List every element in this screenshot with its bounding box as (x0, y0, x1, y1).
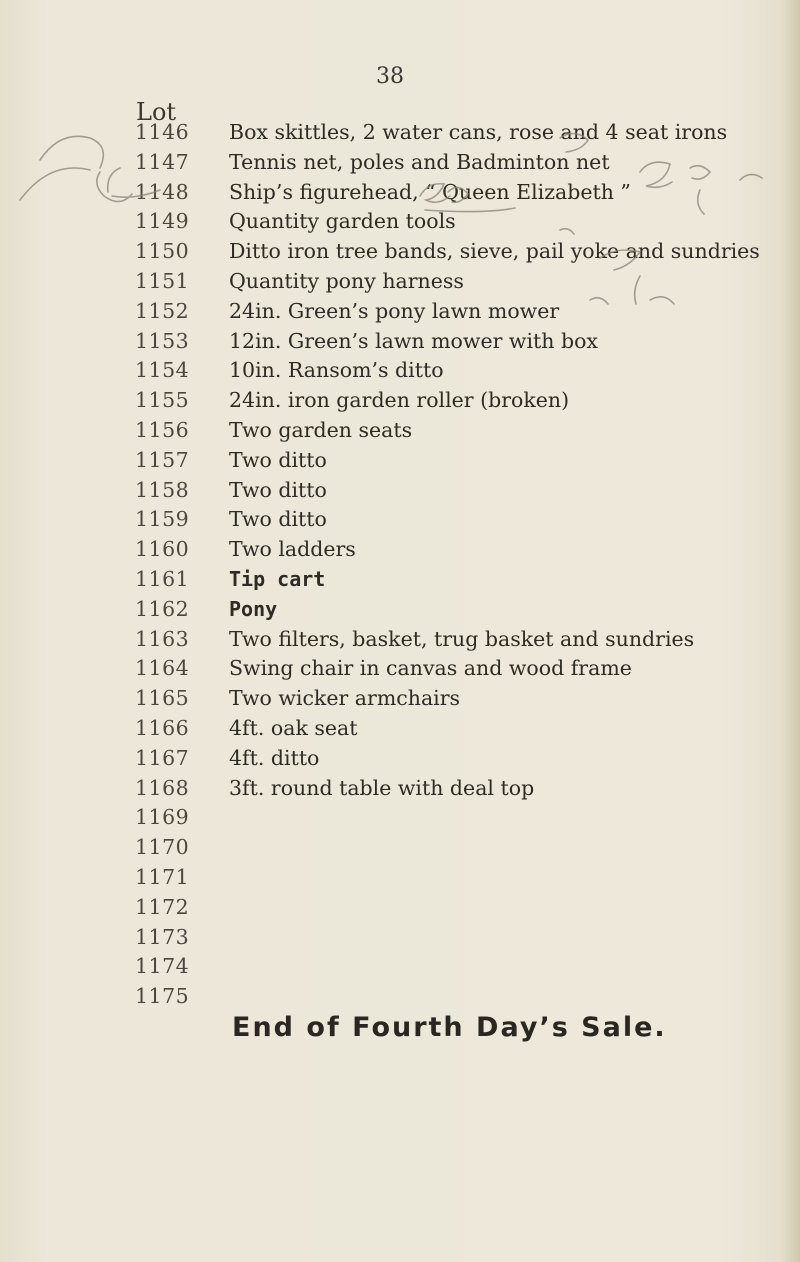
lot-number: 1155 (135, 388, 190, 413)
lot-number: 1146 (135, 120, 190, 144)
lot-row (0, 266, 800, 296)
lot-number: 1161 (135, 567, 190, 591)
lot-description: Quantity pony harness (229, 269, 464, 293)
lot-row (0, 355, 800, 385)
lot-description: Two ditto (229, 447, 327, 472)
lot-row (0, 594, 800, 624)
lot-number: 1157 (135, 447, 190, 472)
lot-number: 1173 (135, 924, 190, 949)
lot-number: 1165 (135, 686, 190, 711)
lot-row (0, 534, 800, 564)
lot-row (0, 177, 800, 207)
lot-row (0, 832, 800, 862)
lot-description: Two wicker armchairs (229, 686, 461, 711)
lot-number: 1147 (135, 149, 190, 174)
lot-row (0, 773, 800, 803)
lot-number: 1158 (135, 477, 190, 502)
lot-row (0, 922, 800, 952)
lot-number: 1156 (135, 418, 190, 442)
lot-number: 1160 (135, 537, 190, 562)
lot-description: Two ditto (229, 477, 327, 502)
lot-number: 1164 (135, 656, 190, 681)
lot-number: 1166 (135, 716, 190, 740)
lot-row (0, 951, 800, 981)
lot-number: 1148 (135, 179, 190, 204)
lot-number: 1153 (135, 328, 190, 353)
lot-number: 1159 (135, 507, 190, 532)
lot-description: Tennis net, poles and Badminton net (229, 149, 610, 174)
lot-number: 1151 (135, 269, 190, 293)
lot-row (0, 326, 800, 356)
lot-number: 1170 (135, 835, 190, 860)
lot-description: 12in. Green’s lawn mower with box (229, 328, 598, 353)
lot-number: 1154 (135, 358, 190, 383)
lot-description: 10in. Ransom’s ditto (229, 358, 444, 383)
lot-number: 1169 (135, 805, 190, 830)
lot-row (0, 117, 800, 147)
lot-row (0, 415, 800, 445)
lot-description: Two ladders (229, 537, 356, 562)
lot-description: 3ft. round table with deal top (229, 775, 535, 800)
lot-row (0, 206, 800, 236)
lot-description: Two garden seats (229, 418, 413, 442)
lot-number: 1168 (135, 775, 190, 800)
lot-row (0, 981, 800, 1011)
lot-row (0, 743, 800, 773)
lot-description: Tip cart (229, 567, 326, 591)
lot-number: 1172 (135, 894, 190, 919)
lot-description: 4ft. oak seat (229, 716, 358, 740)
lot-row (0, 683, 800, 713)
lot-description: Box skittles, 2 water cans, rose and 4 seat irons (229, 120, 728, 144)
lot-row (0, 296, 800, 326)
lot-number: 1175 (135, 984, 190, 1009)
lot-description: Two ditto (229, 507, 327, 532)
lot-number: 1149 (135, 209, 190, 234)
lot-description: Ship’s figurehead, “ Queen Elizabeth ” (229, 179, 631, 204)
lot-row (0, 475, 800, 505)
lot-description: Pony (229, 596, 278, 621)
lot-description: 24in. iron garden roller (broken) (229, 388, 570, 413)
lot-row (0, 713, 800, 743)
lot-number: 1167 (135, 745, 190, 770)
end-of-sale-banner: End of Fourth Day’s Sale. (232, 1012, 667, 1043)
lot-number: 1162 (135, 596, 190, 621)
page-number: 38 (376, 64, 404, 89)
lot-description: 4ft. ditto (229, 745, 320, 770)
lot-row (0, 653, 800, 683)
lot-number: 1171 (135, 865, 190, 889)
lot-number: 1163 (135, 626, 190, 651)
lot-description: Ditto iron tree bands, sieve, pail yoke and sundries (229, 239, 760, 264)
lot-description: 24in. Green’s pony lawn mower (229, 298, 560, 323)
lot-row (0, 564, 800, 594)
lot-row (0, 445, 800, 475)
lot-row (0, 862, 800, 892)
lot-row (0, 892, 800, 922)
lot-description: Swing chair in canvas and wood frame (229, 656, 632, 681)
lot-row (0, 802, 800, 832)
lot-row (0, 504, 800, 534)
lot-column-header: Lot (136, 98, 177, 126)
lot-row (0, 236, 800, 266)
lot-number: 1174 (135, 954, 190, 979)
lot-row (0, 624, 800, 654)
lot-number: 1150 (135, 239, 190, 264)
lot-row (0, 147, 800, 177)
lot-number: 1152 (135, 298, 190, 323)
lot-description: Quantity garden tools (229, 209, 456, 234)
lot-row (0, 385, 800, 415)
lot-description: Two filters, basket, trug basket and sundries (229, 626, 695, 651)
